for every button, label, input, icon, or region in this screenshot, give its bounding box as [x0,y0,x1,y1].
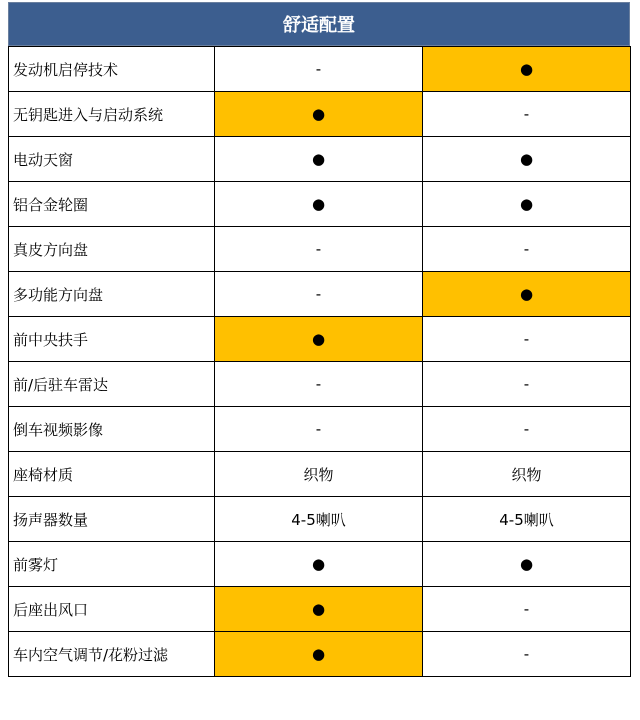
value-cell-b: 4-5喇叭 [423,497,631,542]
feature-name-cell: 铝合金轮圈 [9,182,215,227]
table-row [9,362,631,407]
feature-name-cell: 前/后驻车雷达 [9,362,215,407]
value-cell-b: - [423,407,631,452]
value-cell-a: - [215,227,423,272]
value-cell-b: - [423,227,631,272]
table-row [9,227,631,272]
value-cell-a: ● [215,542,423,587]
config-rows [9,47,631,677]
table-row [9,587,631,632]
value-cell-b: - [423,317,631,362]
value-cell-a: ● [215,587,423,632]
table-row [9,47,631,92]
value-cell-b: - [423,92,631,137]
value-cell-a: 4-5喇叭 [215,497,423,542]
table-row [9,317,631,362]
table-row [9,182,631,227]
feature-name-cell: 扬声器数量 [9,497,215,542]
value-cell-b: - [423,587,631,632]
table-row [9,452,631,497]
value-cell-b: ● [423,182,631,227]
feature-name-cell: 电动天窗 [9,137,215,182]
value-cell-a: - [215,407,423,452]
value-cell-b: ● [423,542,631,587]
table-row [9,92,631,137]
table-row [9,542,631,587]
value-cell-a: ● [215,182,423,227]
value-cell-b: ● [423,137,631,182]
value-cell-b: ● [423,272,631,317]
value-cell-b: ● [423,47,631,92]
feature-name-cell: 座椅材质 [9,452,215,497]
comfort-config-table [8,2,630,677]
value-cell-a: ● [215,317,423,362]
value-cell-b: - [423,632,631,677]
table-row [9,407,631,452]
value-cell-a: ● [215,632,423,677]
feature-name-cell: 前雾灯 [9,542,215,587]
feature-name-cell: 后座出风口 [9,587,215,632]
feature-name-cell: 发动机启停技术 [9,47,215,92]
feature-name-cell: 车内空气调节/花粉过滤 [9,632,215,677]
value-cell-a: ● [215,137,423,182]
feature-name-cell: 真皮方向盘 [9,227,215,272]
feature-name-cell: 无钥匙进入与启动系统 [9,92,215,137]
feature-name-cell: 多功能方向盘 [9,272,215,317]
header-title: 舒适配置 [283,15,355,36]
config-grid [8,46,631,677]
value-cell-b: 织物 [423,452,631,497]
value-cell-b: - [423,362,631,407]
feature-name-cell: 前中央扶手 [9,317,215,362]
value-cell-a: ● [215,92,423,137]
value-cell-a: - [215,272,423,317]
value-cell-a: 织物 [215,452,423,497]
table-row [9,272,631,317]
table-row [9,632,631,677]
feature-name-cell: 倒车视频影像 [9,407,215,452]
table-row [9,137,631,182]
value-cell-a: - [215,47,423,92]
value-cell-a: - [215,362,423,407]
table-header [8,2,630,46]
table-row [9,497,631,542]
